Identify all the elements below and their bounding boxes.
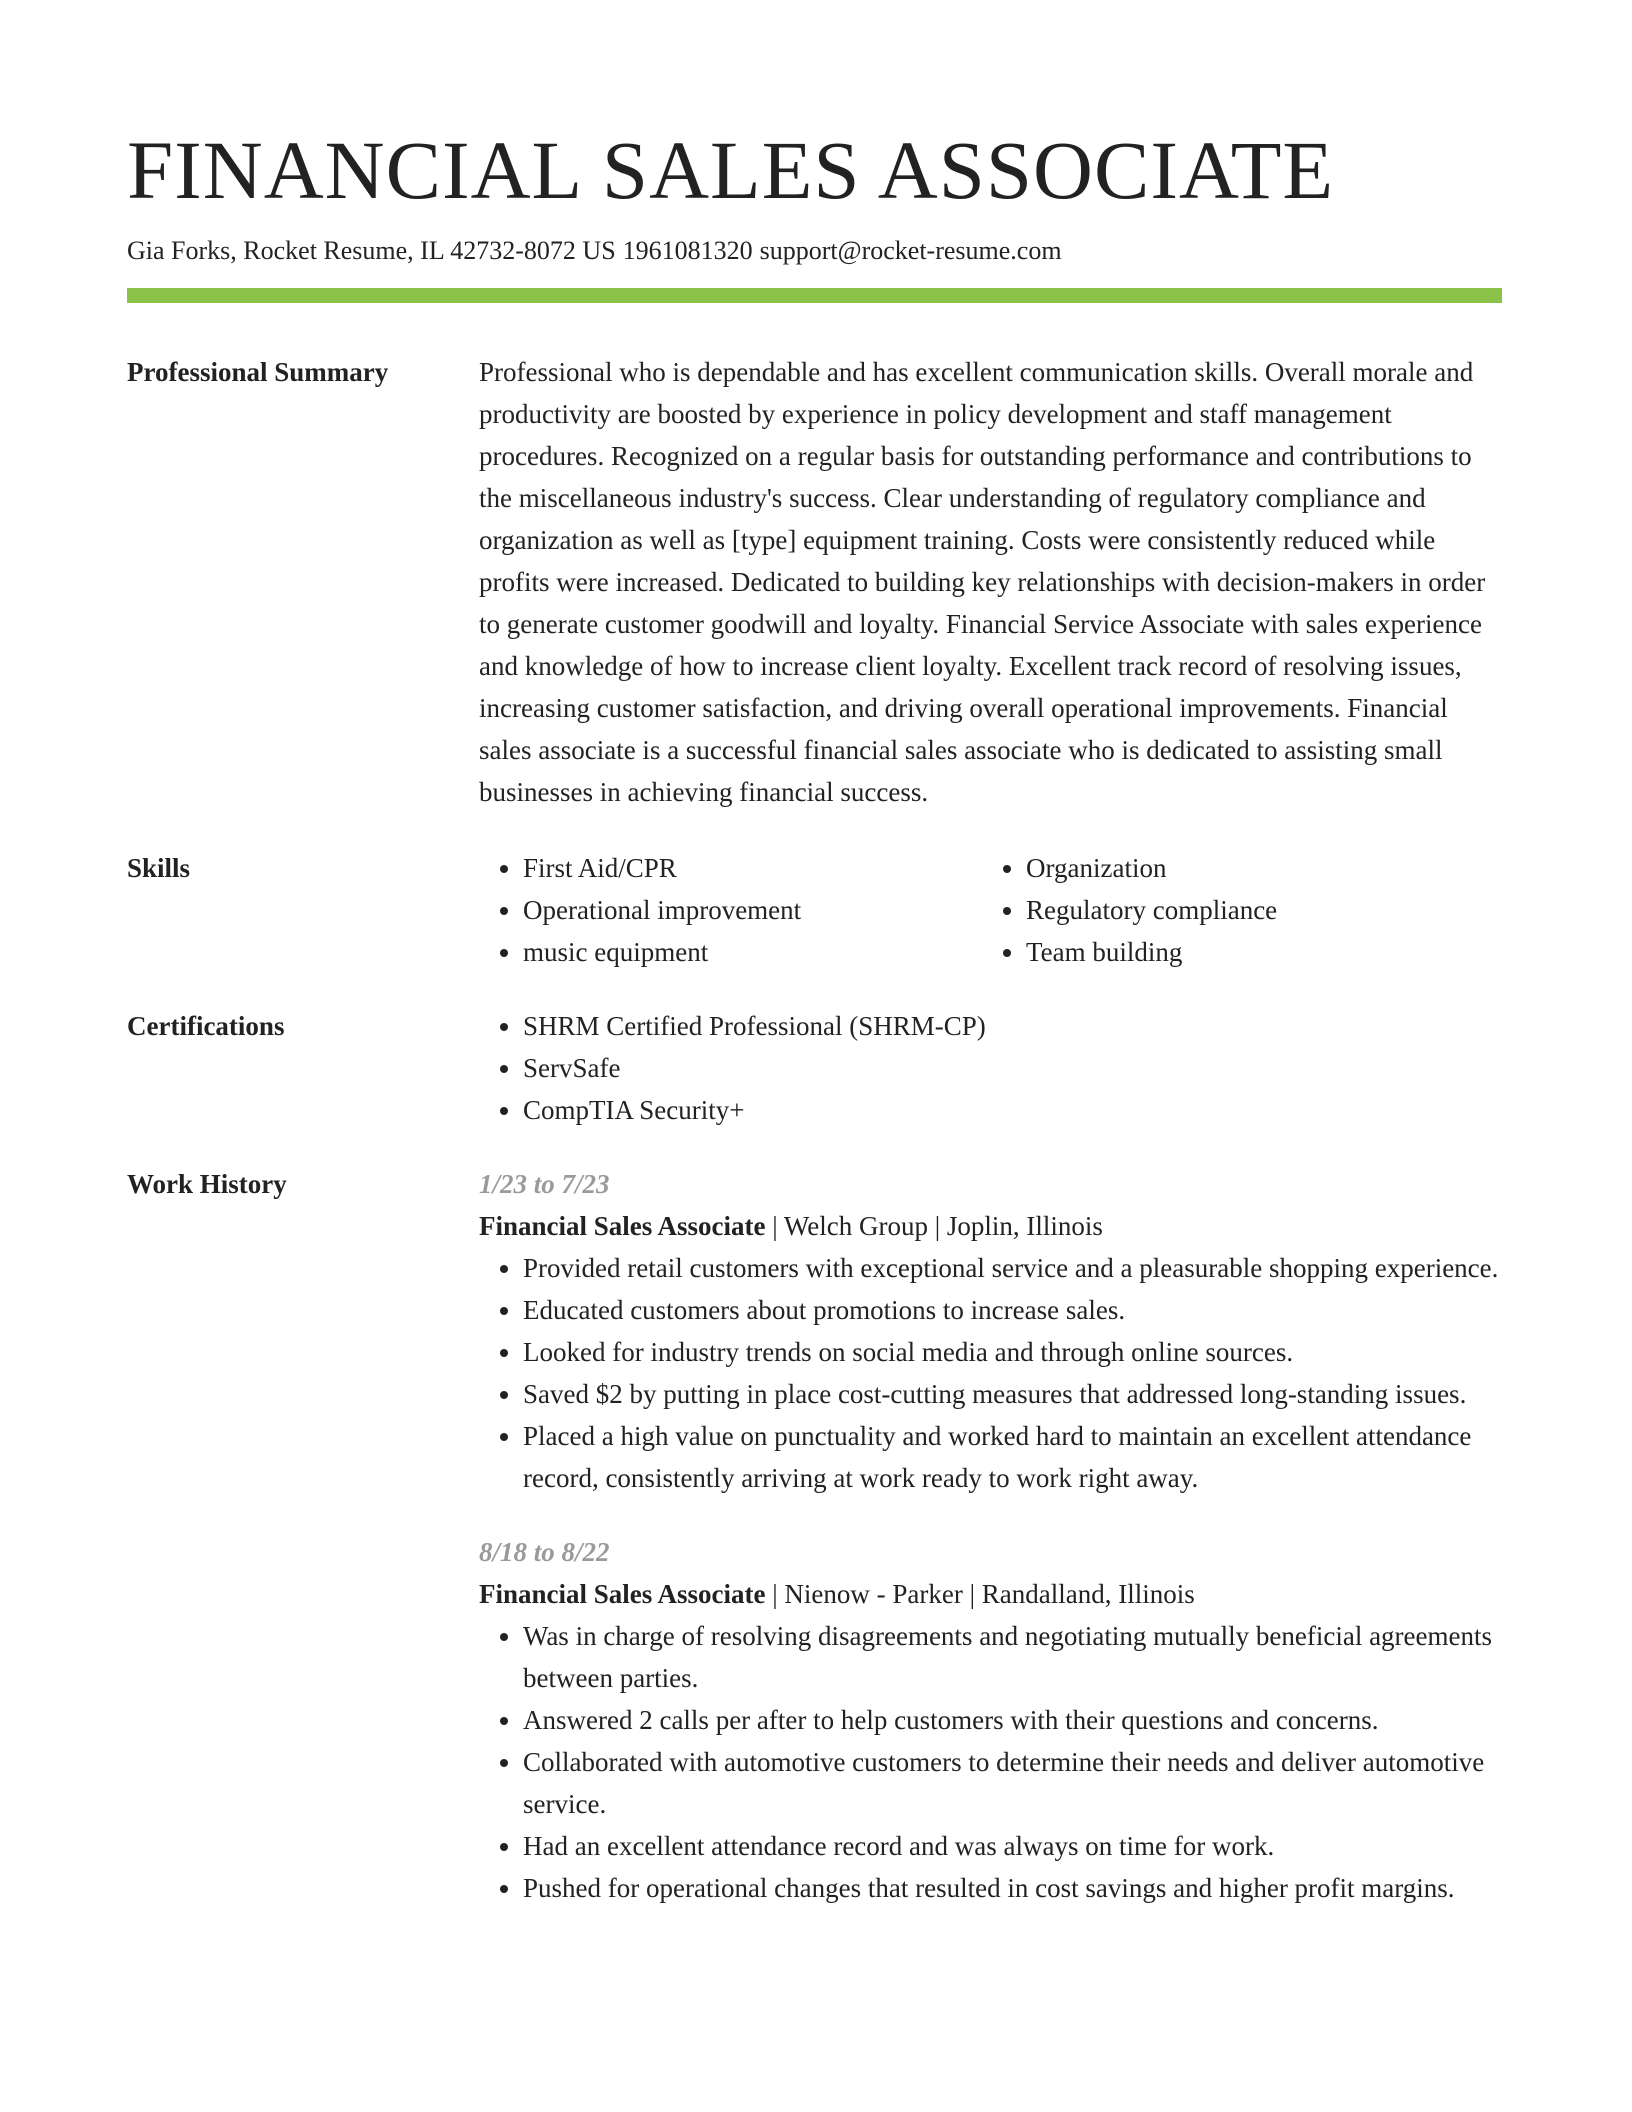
job-bullets [479,1615,1502,1909]
resume-page [127,120,1502,1909]
job-entry [479,1531,1502,1909]
job-heading [479,1573,1502,1615]
job-dates: 1/23 to 7/23 [479,1169,610,1199]
certification-item: • CompTIA Security+ [523,1089,1502,1131]
job-heading [479,1205,1502,1247]
job-bullet: • Placed a high value on punctuality and worked hard to maintain an excellent attendance record, consistently arriving at work ready to work right away. [523,1415,1502,1499]
work-history-heading: Work History [127,1169,287,1199]
skills-columns [479,847,1502,973]
skill-item: • Regulatory compliance [1026,889,1486,931]
job-dates: 8/18 to 8/22 [479,1537,610,1567]
header-divider [127,288,1502,303]
job-title: Financial Sales Associate [479,1211,766,1241]
contact-line [127,234,1502,268]
job-bullet: • Had an excellent attendance record and was always on time for work. [523,1825,1502,1867]
job-entry [479,1163,1502,1499]
job-bullet: • Looked for industry trends on social media and through online sources. [523,1331,1502,1373]
certification-item: • ServSafe [523,1047,1502,1089]
work-history-section [127,1163,1502,1909]
certifications-bullets [479,1005,1502,1131]
job-bullet: • Pushed for operational changes that resulted in cost savings and higher profit margins. [523,1867,1502,1909]
certifications-list [479,1005,1502,1131]
job-bullet: • Saved $2 by putting in place cost-cutting measures that addressed long-standing issues. [523,1373,1502,1415]
skills-list [479,847,1502,973]
skills-column-left [479,847,982,973]
job-bullets [479,1247,1502,1499]
certification-item: • SHRM Certified Professional (SHRM-CP) [523,1005,1502,1047]
skill-item: • Operational improvement [523,889,982,931]
skills-heading: Skills [127,853,191,883]
summary-heading: Professional Summary [127,357,389,387]
job-bullet: • Collaborated with automotive customers to determine their needs and deliver automotive service. [523,1741,1502,1825]
skills-section [127,847,1502,973]
work-history-list [479,1163,1502,1909]
summary-text: Professional who is dependable and has excellent communication skills. Overall morale and productivity are boosted by experience in policy development and staff management procedures. Recognized on a regular basis for outstanding performance and contributions to the miscellaneous industry's success. Clear understanding of regulatory compliance and organization as well as [type] equipment training. Costs were consistently reduced while profits were increased. Dedicated to building key relationships with decision-makers in order to generate customer goodwill and loyalty. Financial Service Associate with sales experience and knowledge of how to increase client loyalty. Excellent track record of resolving issues, increasing customer satisfaction, and driving overall operational improvements. Financial sales associate is a successful financial sales associate who is dedicated to assisting small businesses in achieving financial success. [479,357,1486,807]
skill-item: • Team building [1026,931,1486,973]
resume-title: FINANCIAL SALES ASSOCIATE [127,124,1335,216]
job-bullet: • Provided retail customers with exceptional service and a pleasurable shopping experience. [523,1247,1502,1289]
skill-item: • First Aid/CPR [523,847,982,889]
job-bullet: • Answered 2 calls per after to help customers with their questions and concerns. [523,1699,1502,1741]
certifications-heading: Certifications [127,1011,285,1041]
job-bullet: • Educated customers about promotions to increase sales. [523,1289,1502,1331]
summary-section [127,351,1502,813]
job-bullet: • Was in charge of resolving disagreements and negotiating mutually beneficial agreements between parties. [523,1615,1502,1699]
skill-item: • music equipment [523,931,982,973]
certifications-section [127,1005,1502,1131]
job-employer-location: | Welch Group | Joplin, Illinois [765,1211,1103,1241]
contact-address: Gia Forks, Rocket Resume, IL 42732-8072 US [127,236,616,265]
contact-phone: 1961081320 [622,236,753,265]
job-title: Financial Sales Associate [479,1579,766,1609]
job-employer-location: | Nienow - Parker | Randalland, Illinois [765,1579,1195,1609]
skill-item: • Organization [1026,847,1486,889]
skills-column-right [982,847,1486,973]
contact-email: support@rocket-resume.com [759,236,1062,265]
